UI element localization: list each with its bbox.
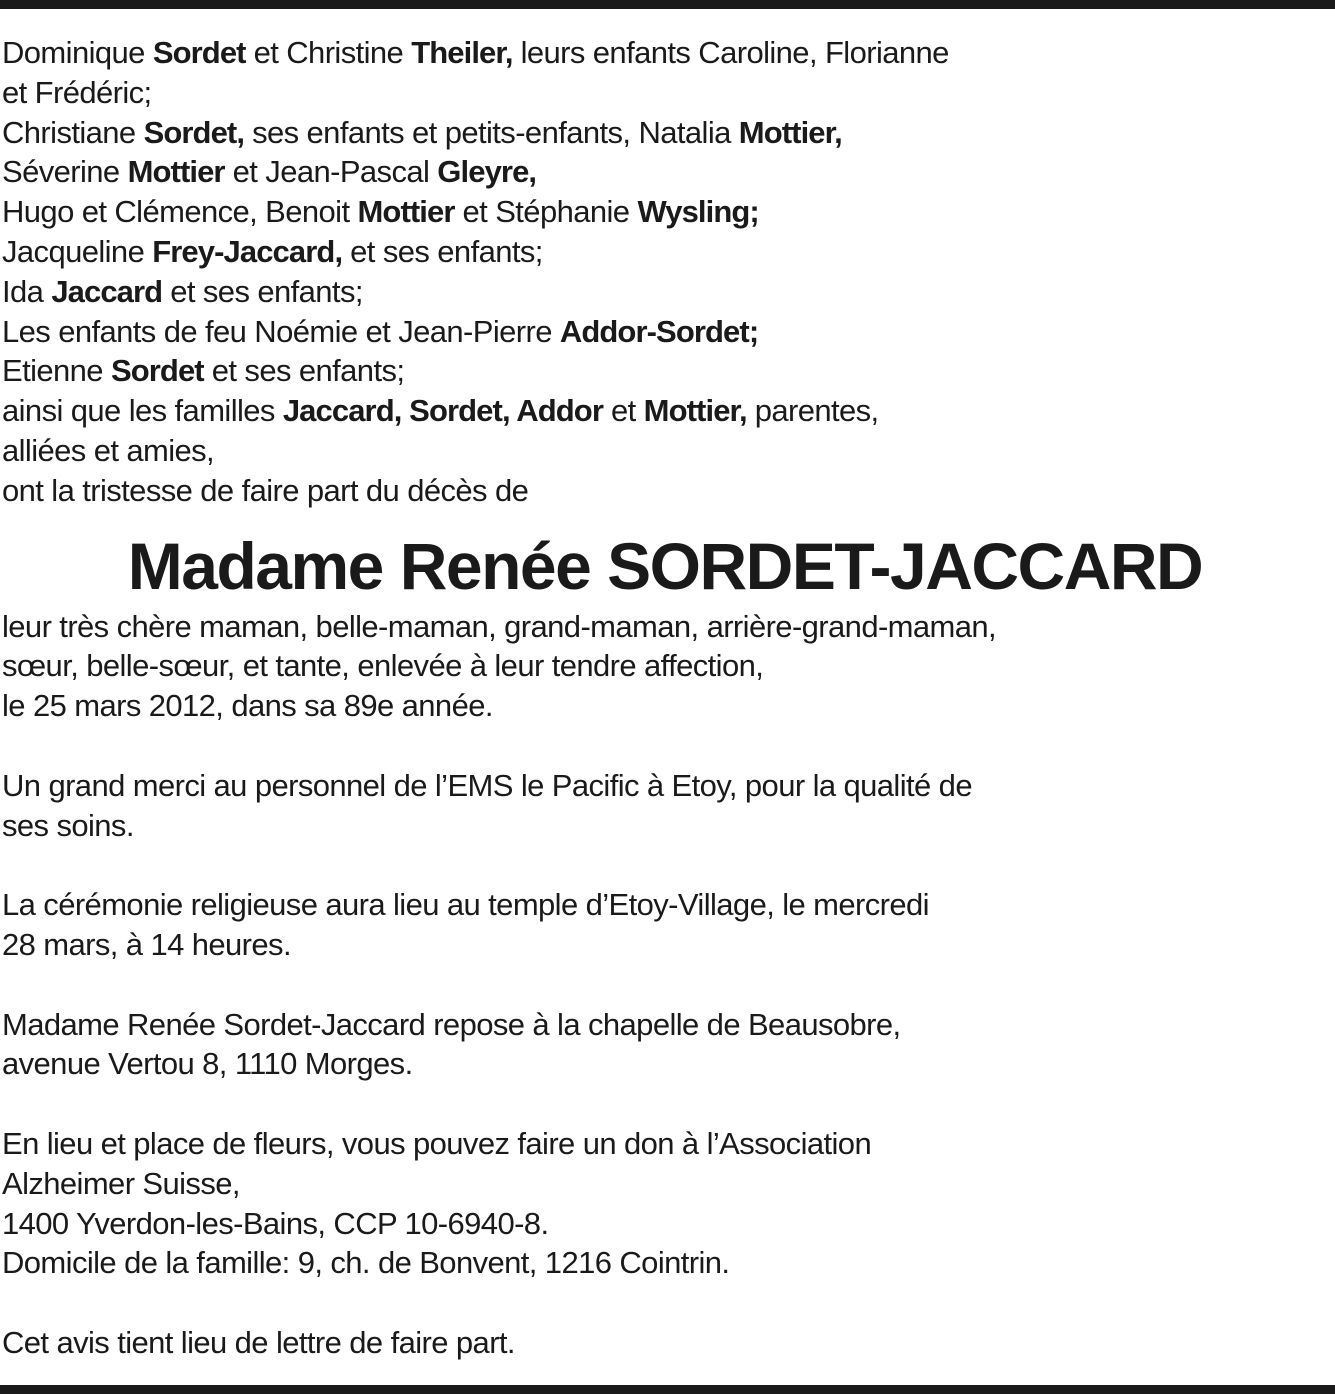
family-line-7: Ida Jaccard et ses enfants; (2, 273, 363, 309)
family-line-11: alliées et amies, (2, 432, 215, 468)
family-line-2: et Frédéric; (2, 74, 152, 110)
deceased-name-heading: Madame Renée SORDET-JACCARD (127, 528, 1203, 603)
family-line-5: Hugo et Clémence, Benoit Mottier et Stéphanie Wysling; (2, 194, 759, 230)
tribute-paragraph (2, 607, 1322, 726)
ceremony-paragraph (2, 885, 1322, 965)
family-announcement (2, 33, 1322, 511)
family-line-4: Séverine Mottier et Jean-Pascal Gleyre, (2, 154, 537, 190)
donation-line: Alzheimer Suisse, (2, 1165, 240, 1201)
paragraph-spacer (2, 1084, 1322, 1124)
repose-paragraph (2, 1005, 1322, 1085)
tribute-line: sœur, belle-sœur, et tante, enlevée à leur tendre affection, (2, 648, 764, 684)
family-line-1: Dominique Sordet et Christine Theiler, leurs enfants Caroline, Florianne (2, 35, 949, 70)
donation-line: 1400 Yverdon-les-Bains, CCP 10-6940-8. (2, 1205, 549, 1241)
thanks-line: ses soins. (2, 807, 134, 843)
thanks-paragraph (2, 766, 1322, 846)
donation-paragraph (2, 1124, 1322, 1283)
tribute-line: leur très chère maman, belle-maman, grand-maman, arrière-grand-maman, (2, 608, 997, 644)
tribute-line: le 25 mars 2012, dans sa 89e année. (2, 688, 493, 724)
notice-body (2, 33, 1322, 1363)
ceremony-line: La cérémonie religieuse aura lieu au temple d’Etoy-Village, le mercredi (2, 887, 929, 923)
closing-line: Cet avis tient lieu de lettre de faire part. (2, 1324, 515, 1360)
paragraph-spacer (2, 965, 1322, 1005)
paragraph-spacer (2, 1283, 1322, 1323)
family-line-9: Etienne Sordet et ses enfants; (2, 353, 405, 389)
paragraph-spacer (2, 845, 1322, 885)
family-address-line: Domicile de la famille: 9, ch. de Bonvent, 1216 Cointrin. (2, 1245, 730, 1281)
family-line-8: Les enfants de feu Noémie et Jean-Pierre Addor-Sordet; (2, 313, 759, 349)
thanks-line: Un grand merci au personnel de l’EMS le Pacific à Etoy, pour la qualité de (2, 767, 972, 803)
family-line-6: Jacqueline Frey-Jaccard, et ses enfants; (2, 233, 543, 269)
repose-line: avenue Vertou 8, 1110 Morges. (2, 1046, 413, 1082)
family-line-10: ainsi que les familles Jaccard, Sordet, Addor et Mottier, parentes, (2, 393, 879, 429)
family-line-3: Christiane Sordet, ses enfants et petits-enfants, Natalia Mottier, (2, 114, 842, 150)
repose-line: Madame Renée Sordet-Jaccard repose à la chapelle de Beausobre, (2, 1006, 901, 1042)
ceremony-line: 28 mars, à 14 heures. (2, 926, 291, 962)
donation-line: En lieu et place de fleurs, vous pouvez faire un don à l’Association (2, 1125, 872, 1161)
bottom-border-rule (0, 1385, 1335, 1394)
top-border-rule (0, 0, 1335, 9)
family-line-12: ont la tristesse de faire part du décès de (2, 472, 529, 508)
paragraph-spacer (2, 726, 1322, 766)
